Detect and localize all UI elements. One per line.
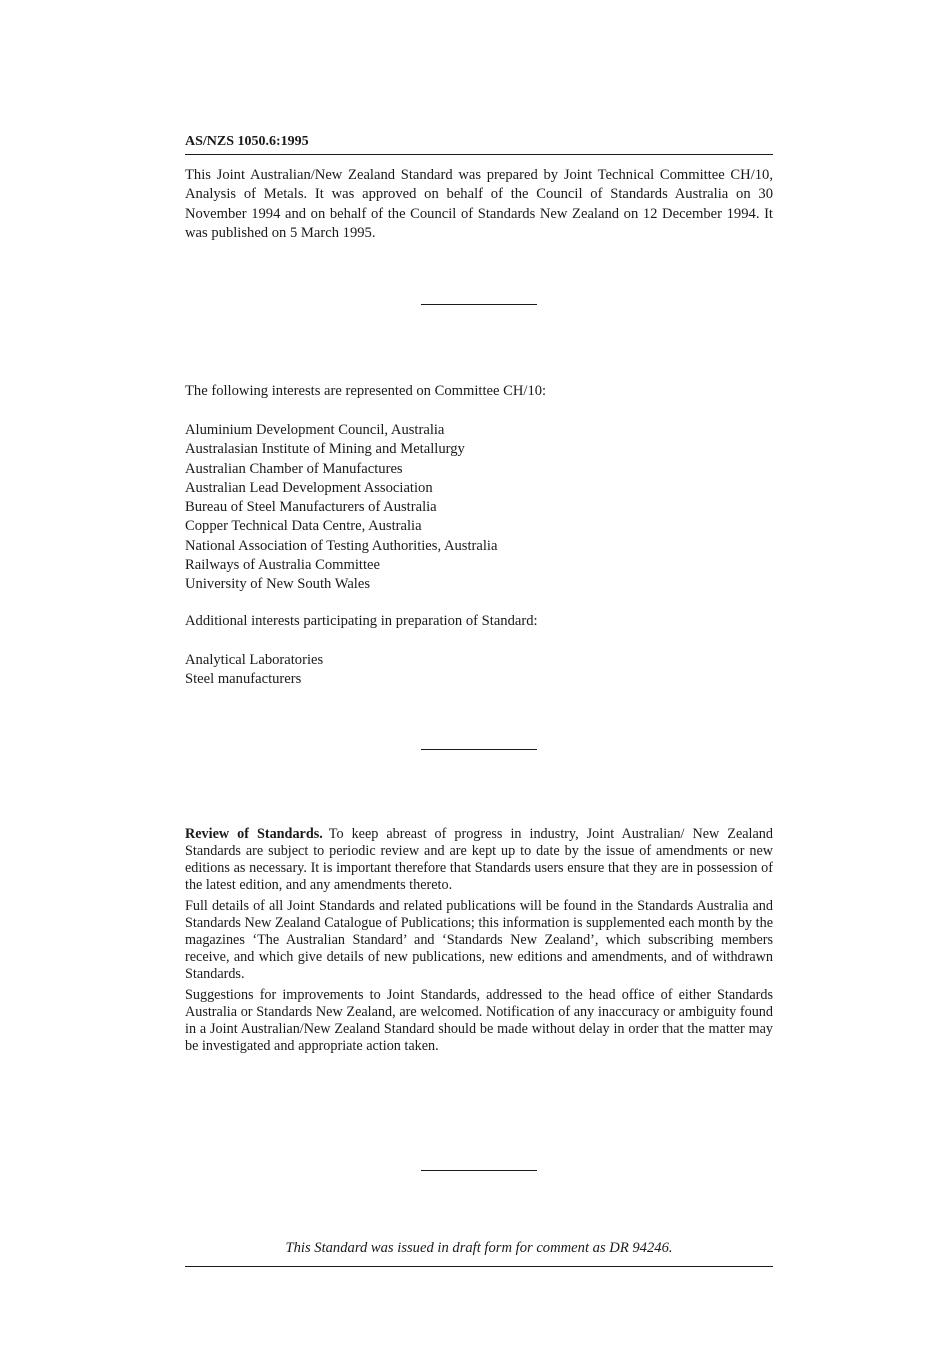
list-item: Australian Lead Development Association — [185, 479, 433, 496]
additional-interests-list — [185, 651, 773, 690]
list-item: Copper Technical Data Centre, Australia — [185, 518, 422, 535]
draft-note: This Standard was issued in draft form for comment as DR 94246. — [285, 1240, 673, 1256]
list-item: Bureau of Steel Manufacturers of Australia — [185, 499, 437, 516]
review-paragraph — [185, 826, 773, 894]
footer-rule — [185, 1266, 773, 1267]
header-rule — [185, 154, 773, 155]
additional-interests-heading: Additional interests participating in preparation of Standard: — [185, 613, 538, 629]
list-item: University of New South Wales — [185, 576, 371, 593]
intro-paragraph: This Joint Australian/New Zealand Standard was prepared by Joint Technical Committee CH/10, Analysis of Metals. It was approved on behalf of the Council of Standards Australia on 30 November 1994 and on behalf of the Council of Standards New Zealand on 12 December 1994. It was published on 5 March 1995. — [185, 167, 773, 241]
review-heading: Review of Standards. — [185, 826, 323, 842]
list-item: Steel manufacturers — [185, 671, 302, 688]
section-divider — [421, 304, 537, 305]
list-item: National Association of Testing Authorities, Australia — [185, 537, 498, 554]
document-id: AS/NZS 1050.6:1995 — [185, 134, 309, 149]
review-text: To keep abreast of progress in industry, Joint Australian/ New Zealand Standards are subject to periodic review and are kept up to date by the issue of amendments or new editions as necessary. It is important therefore that Standards users ensure that they are in possession of the latest edition, and any amendments thereto. — [185, 826, 773, 893]
section-divider — [421, 749, 537, 750]
list-item: Australian Chamber of Manufactures — [185, 460, 403, 477]
review-of-standards-section — [185, 826, 773, 1059]
review-paragraph: Suggestions for improvements to Joint Standards, addressed to the head office of either Standards Australia or Standards New Zealand, are welcomed. Notification of any inaccuracy or ambiguity found in a Joint Australian/New Zealand Standard should be made without delay in order that the matter may be investigated and appropriate action taken. — [185, 987, 773, 1054]
list-item: Railways of Australia Committee — [185, 557, 380, 574]
list-item: Aluminium Development Council, Australia — [185, 422, 445, 438]
list-item: Australasian Institute of Mining and Metallurgy — [185, 441, 465, 458]
list-item: Analytical Laboratories — [185, 652, 324, 668]
section-divider — [421, 1170, 537, 1171]
committee-heading: The following interests are represented on Committee CH/10: — [185, 383, 547, 399]
committee-member-list — [185, 421, 773, 595]
review-paragraph: Full details of all Joint Standards and related publications will be found in the Standards Australia and Standards New Zealand Catalogue of Publications; this information is supplemented each month by the magazines ‘The Australian Standard’ and ‘Standards New Zealand’, which subscribing members receive, and which give details of new publications, new editions and amendments, and of withdrawn Standards. — [185, 898, 773, 982]
